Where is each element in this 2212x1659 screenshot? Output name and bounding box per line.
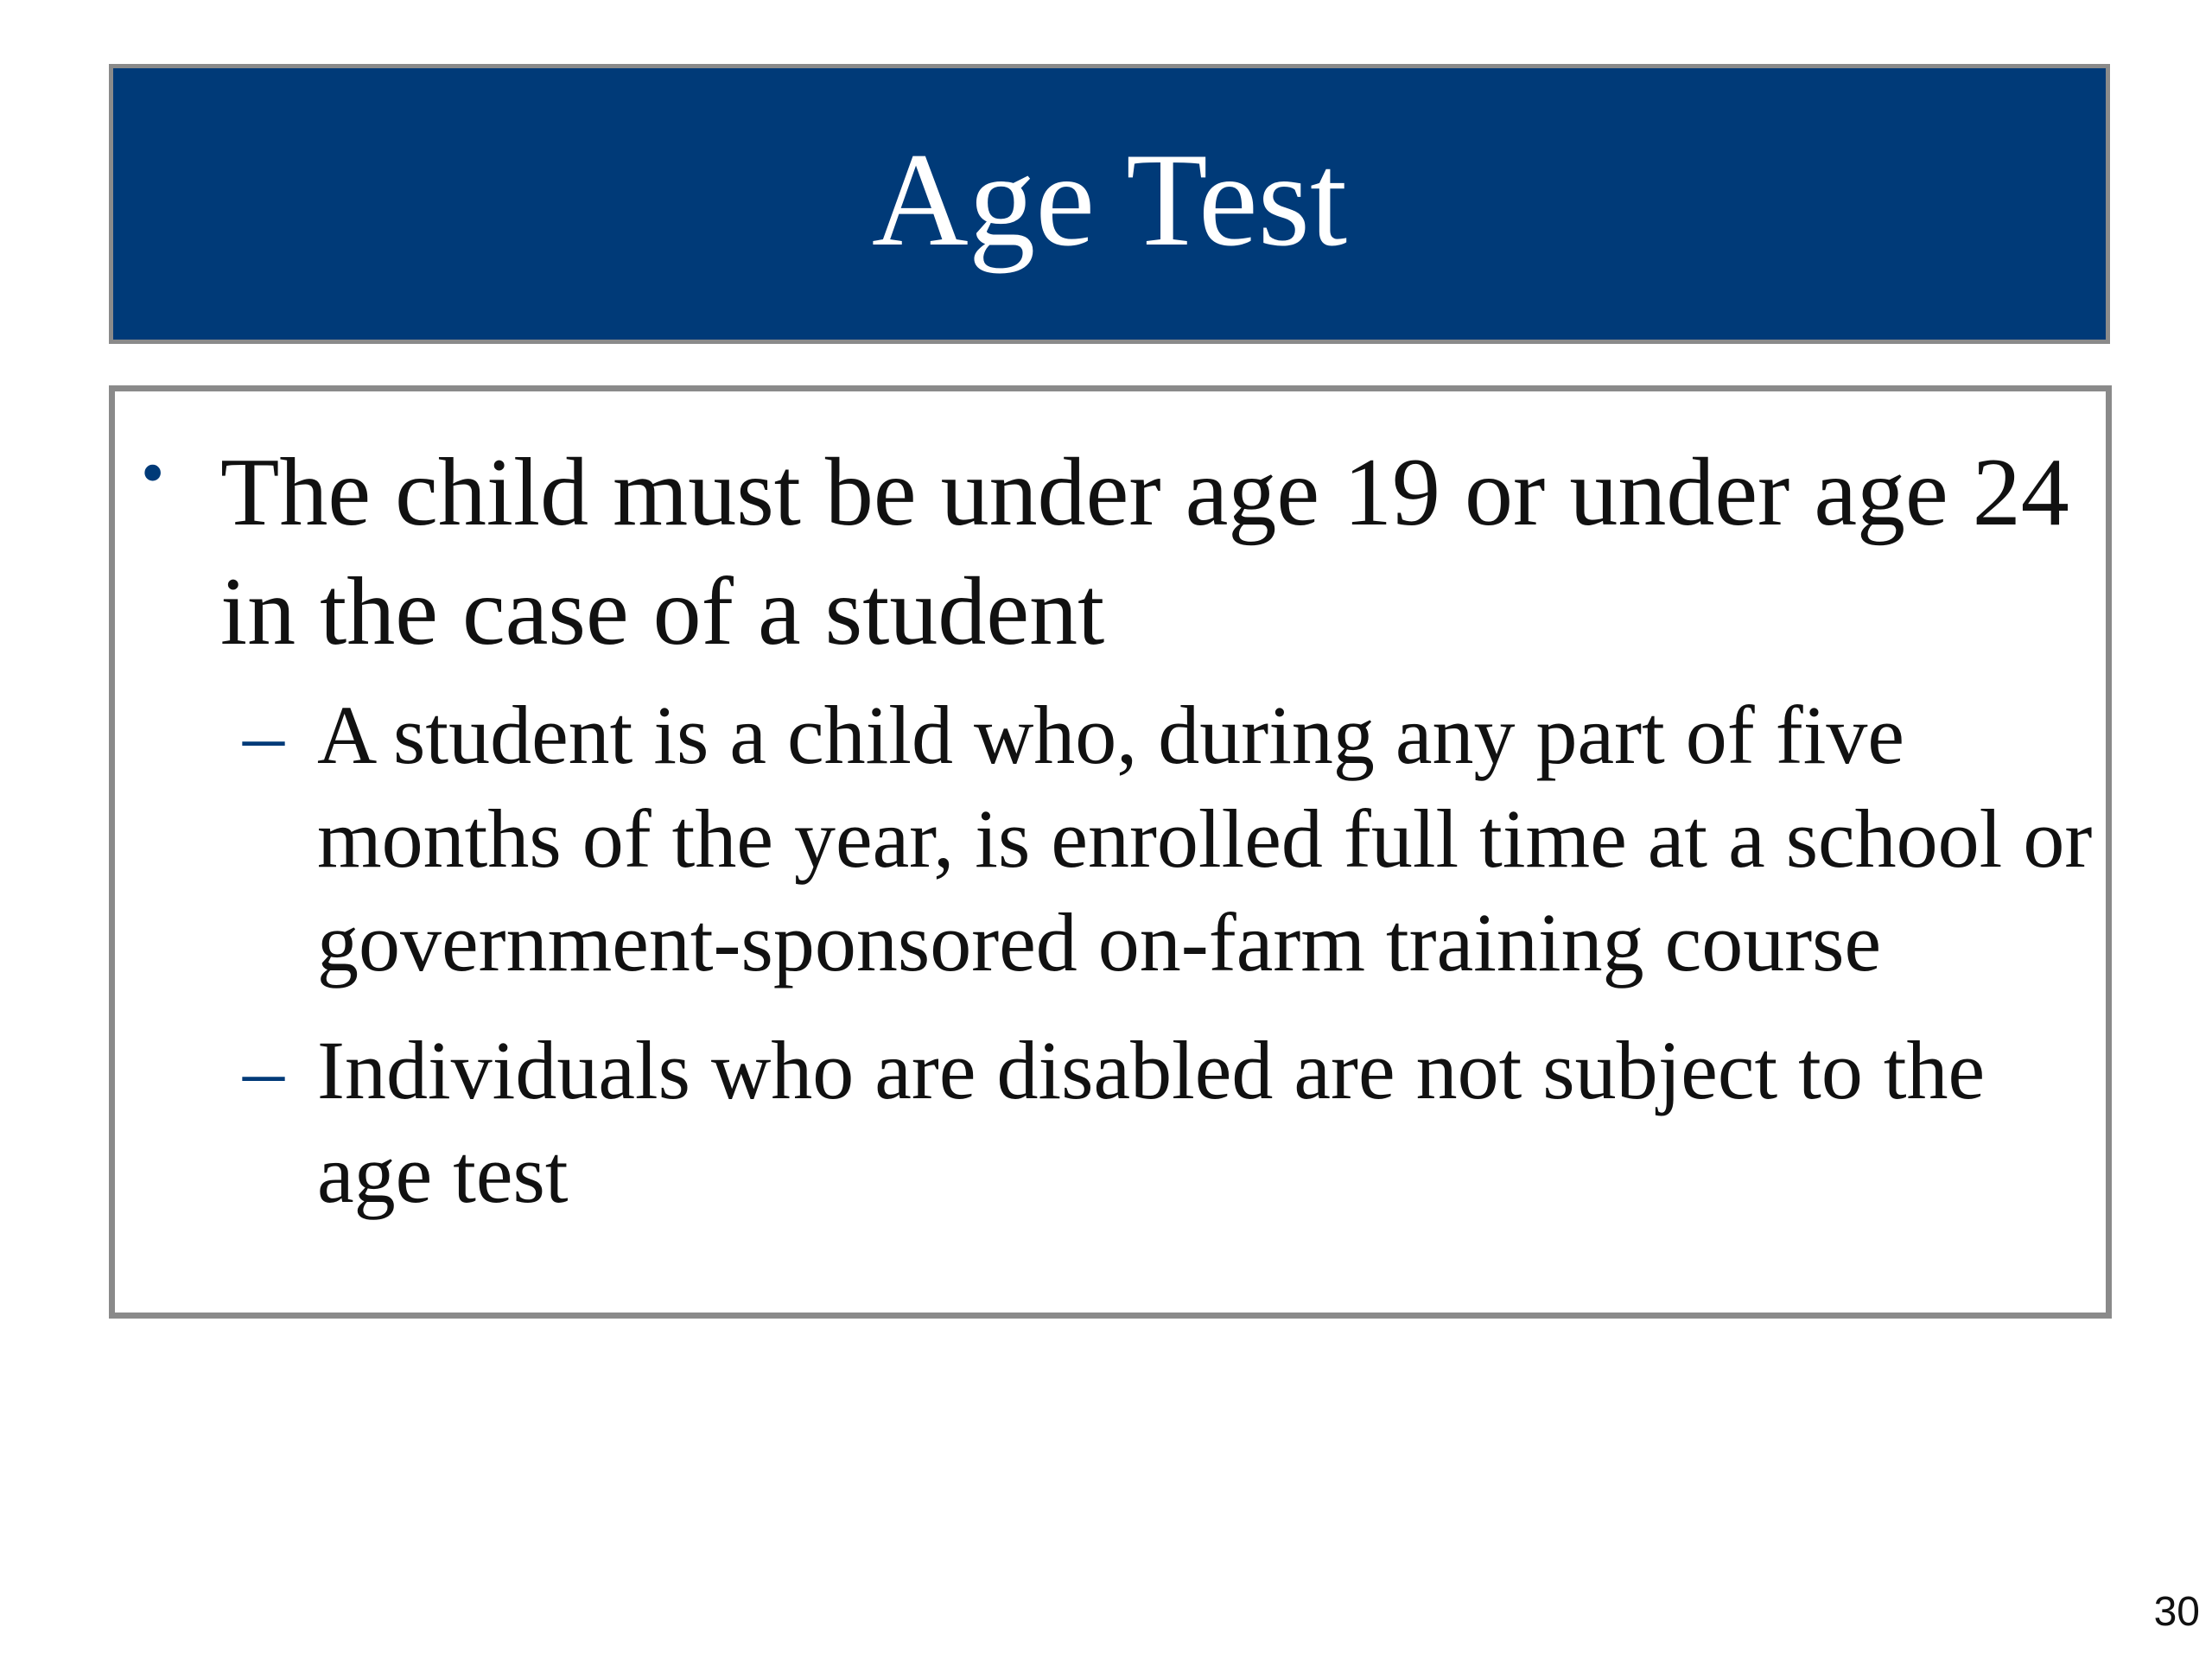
bullet-text: The child must be under age 19 or under age 24 in the case of a student — [220, 439, 2069, 665]
slide-title: Age Test — [871, 124, 1348, 274]
sub-bullet-text: A student is a child who, during any part of five months of the year, is enrolled full time at a school or government-sponsored on-farm training course — [317, 689, 2093, 988]
sub-bullet-marker: – — [243, 1024, 284, 1116]
content-box — [109, 385, 2112, 1319]
bullet-marker: • — [141, 435, 165, 510]
sub-bullet-text: Individuals who are disabled are not subject to the age test — [317, 1024, 1986, 1220]
sub-bullet-marker: – — [243, 689, 284, 781]
title-bar — [109, 64, 2110, 344]
page-number: 30 — [2153, 1589, 2200, 1635]
